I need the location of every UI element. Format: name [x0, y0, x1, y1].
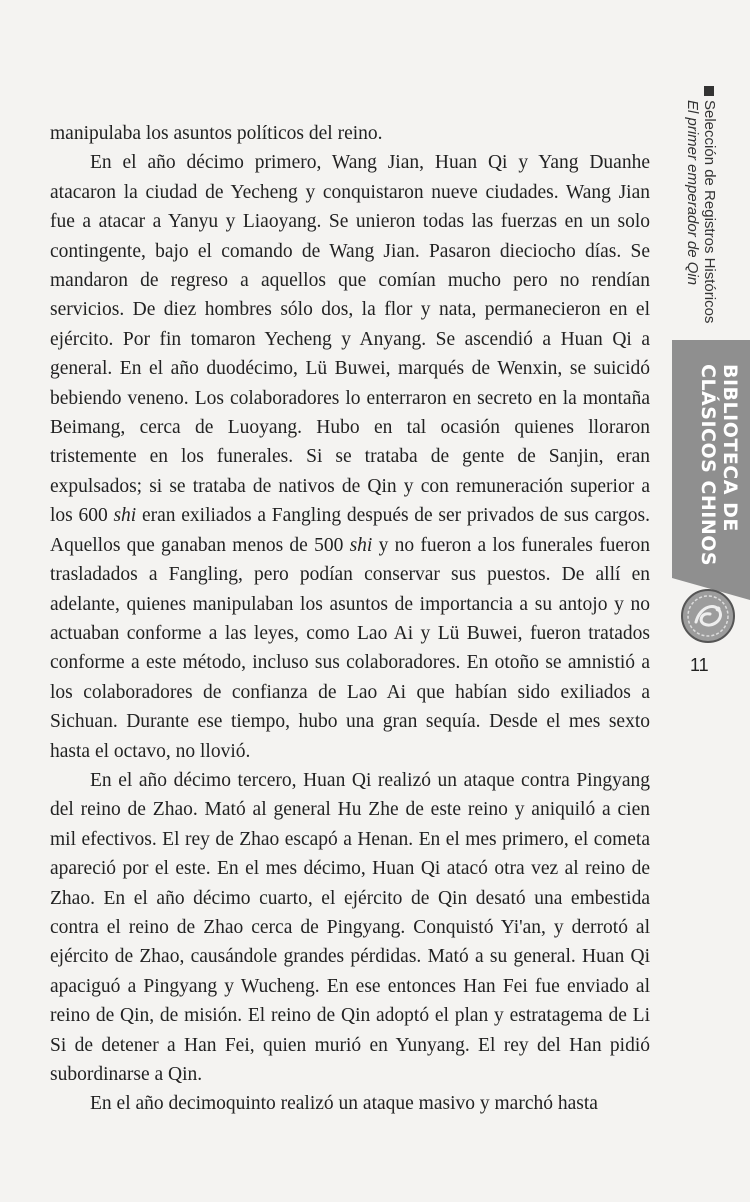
series-title: Selección de Registros Históricos	[701, 100, 718, 324]
paragraph-2: En el año décimo primero, Wang Jian, Huan Qi y Yang Duanhe atacaron la ciudad de Yecheng y conquistaron nueve ciudades. Wang Jian fue a atacar a Yanyu y Liaoyang. Se unieron todas las fuerzas en un solo contingente, bajo el comando de Wang Jian. Pasaron dieciocho días. Se mandaron de regreso a aquellos que comían mucho pero no rendían servicios. De diez hombres sólo dos, la flor y nata, permanecieron en el ejército. Por fin tomaron Yecheng y Anyang. Se ascendió a Huan Qi a general. En el año duodécimo, Lü Buwei, marqués de Wenxin, se suicidó bebiendo veneno. Los colaboradores lo enterraron en secreto en la montaña Beimang, cerca de Luoyang. Hubo en tal ocasión quienes lloraron tristemente en los funerales. Si se trataba de gente de Sanjin, eran expulsados; si se trataba de nativos de Qin y con remuneración superior a los 600 shi eran exiliados a Fangling después de ser privados de sus cargos. Aquellos que ganaban menos de 500 shi y no fueron a los funerales fueron trasladados a Fangling, pero podían conservar sus puestos. De allí en adelante, quienes manipulaban los asuntos de importancia a su antojo y no actuaban conforme a las leyes, como Lao Ai y Lü Buwei, fueron tratados conforme a este método, incluso sus colaboradores. En otoño se amnistió a los colaboradores de confianza de Lao Ai que habían sido exiliados a Sichuan. Durante ese tiempo, hubo una gran sequía. Desde el mes sexto hasta el octavo, no llovió.	[50, 152, 650, 762]
paragraph-3: En el año décimo tercero, Huan Qi realizó un ataque contra Pingyang del reino de Zhao. Mató al general Hu Zhe de este reino y aniquiló a cien mil efectivos. El rey de Zhao escapó a Henan. En el mes primero, el cometa apareció por el este. En el mes décimo, Huan Qi atacó otra vez al reino de Zhao. En el año décimo cuarto, el ejército de Qin desató una embestida contra el reino de Zhao cerca de Pingyang. Conquistó Yi'an, y derrotó al ejército de Zhao, causándole grandes pérdidas. Mató a su general. Huan Qi apaciguó a Pingyang y Wucheng. En ese entonces Han Fei fue enviado al reino de Qin, de misión. El reino de Qin adoptó el plan y estratagema de Li Si de detener a Han Fei, quien murió en Yunyang. El rey del Han pidió subordinarse a Qin.	[50, 769, 650, 1085]
page-number: 11	[690, 655, 709, 675]
side-tab-label	[697, 364, 741, 566]
book-title: El primer emperador de Qin	[684, 100, 701, 286]
paragraph-1: manipulaba los asuntos políticos del reino.	[50, 123, 383, 144]
side-tab-line1: BIBLIOTECA DE	[719, 364, 741, 532]
running-header	[684, 86, 718, 323]
paragraph-4: En el año decimoquinto realizó un ataque masivo y marchó hasta	[90, 1093, 598, 1115]
dragon-seal-icon	[680, 588, 736, 644]
side-tab-line2: CLÁSICOS CHINOS	[697, 364, 719, 567]
square-bullet-icon	[705, 86, 715, 96]
body-text	[50, 119, 650, 1119]
